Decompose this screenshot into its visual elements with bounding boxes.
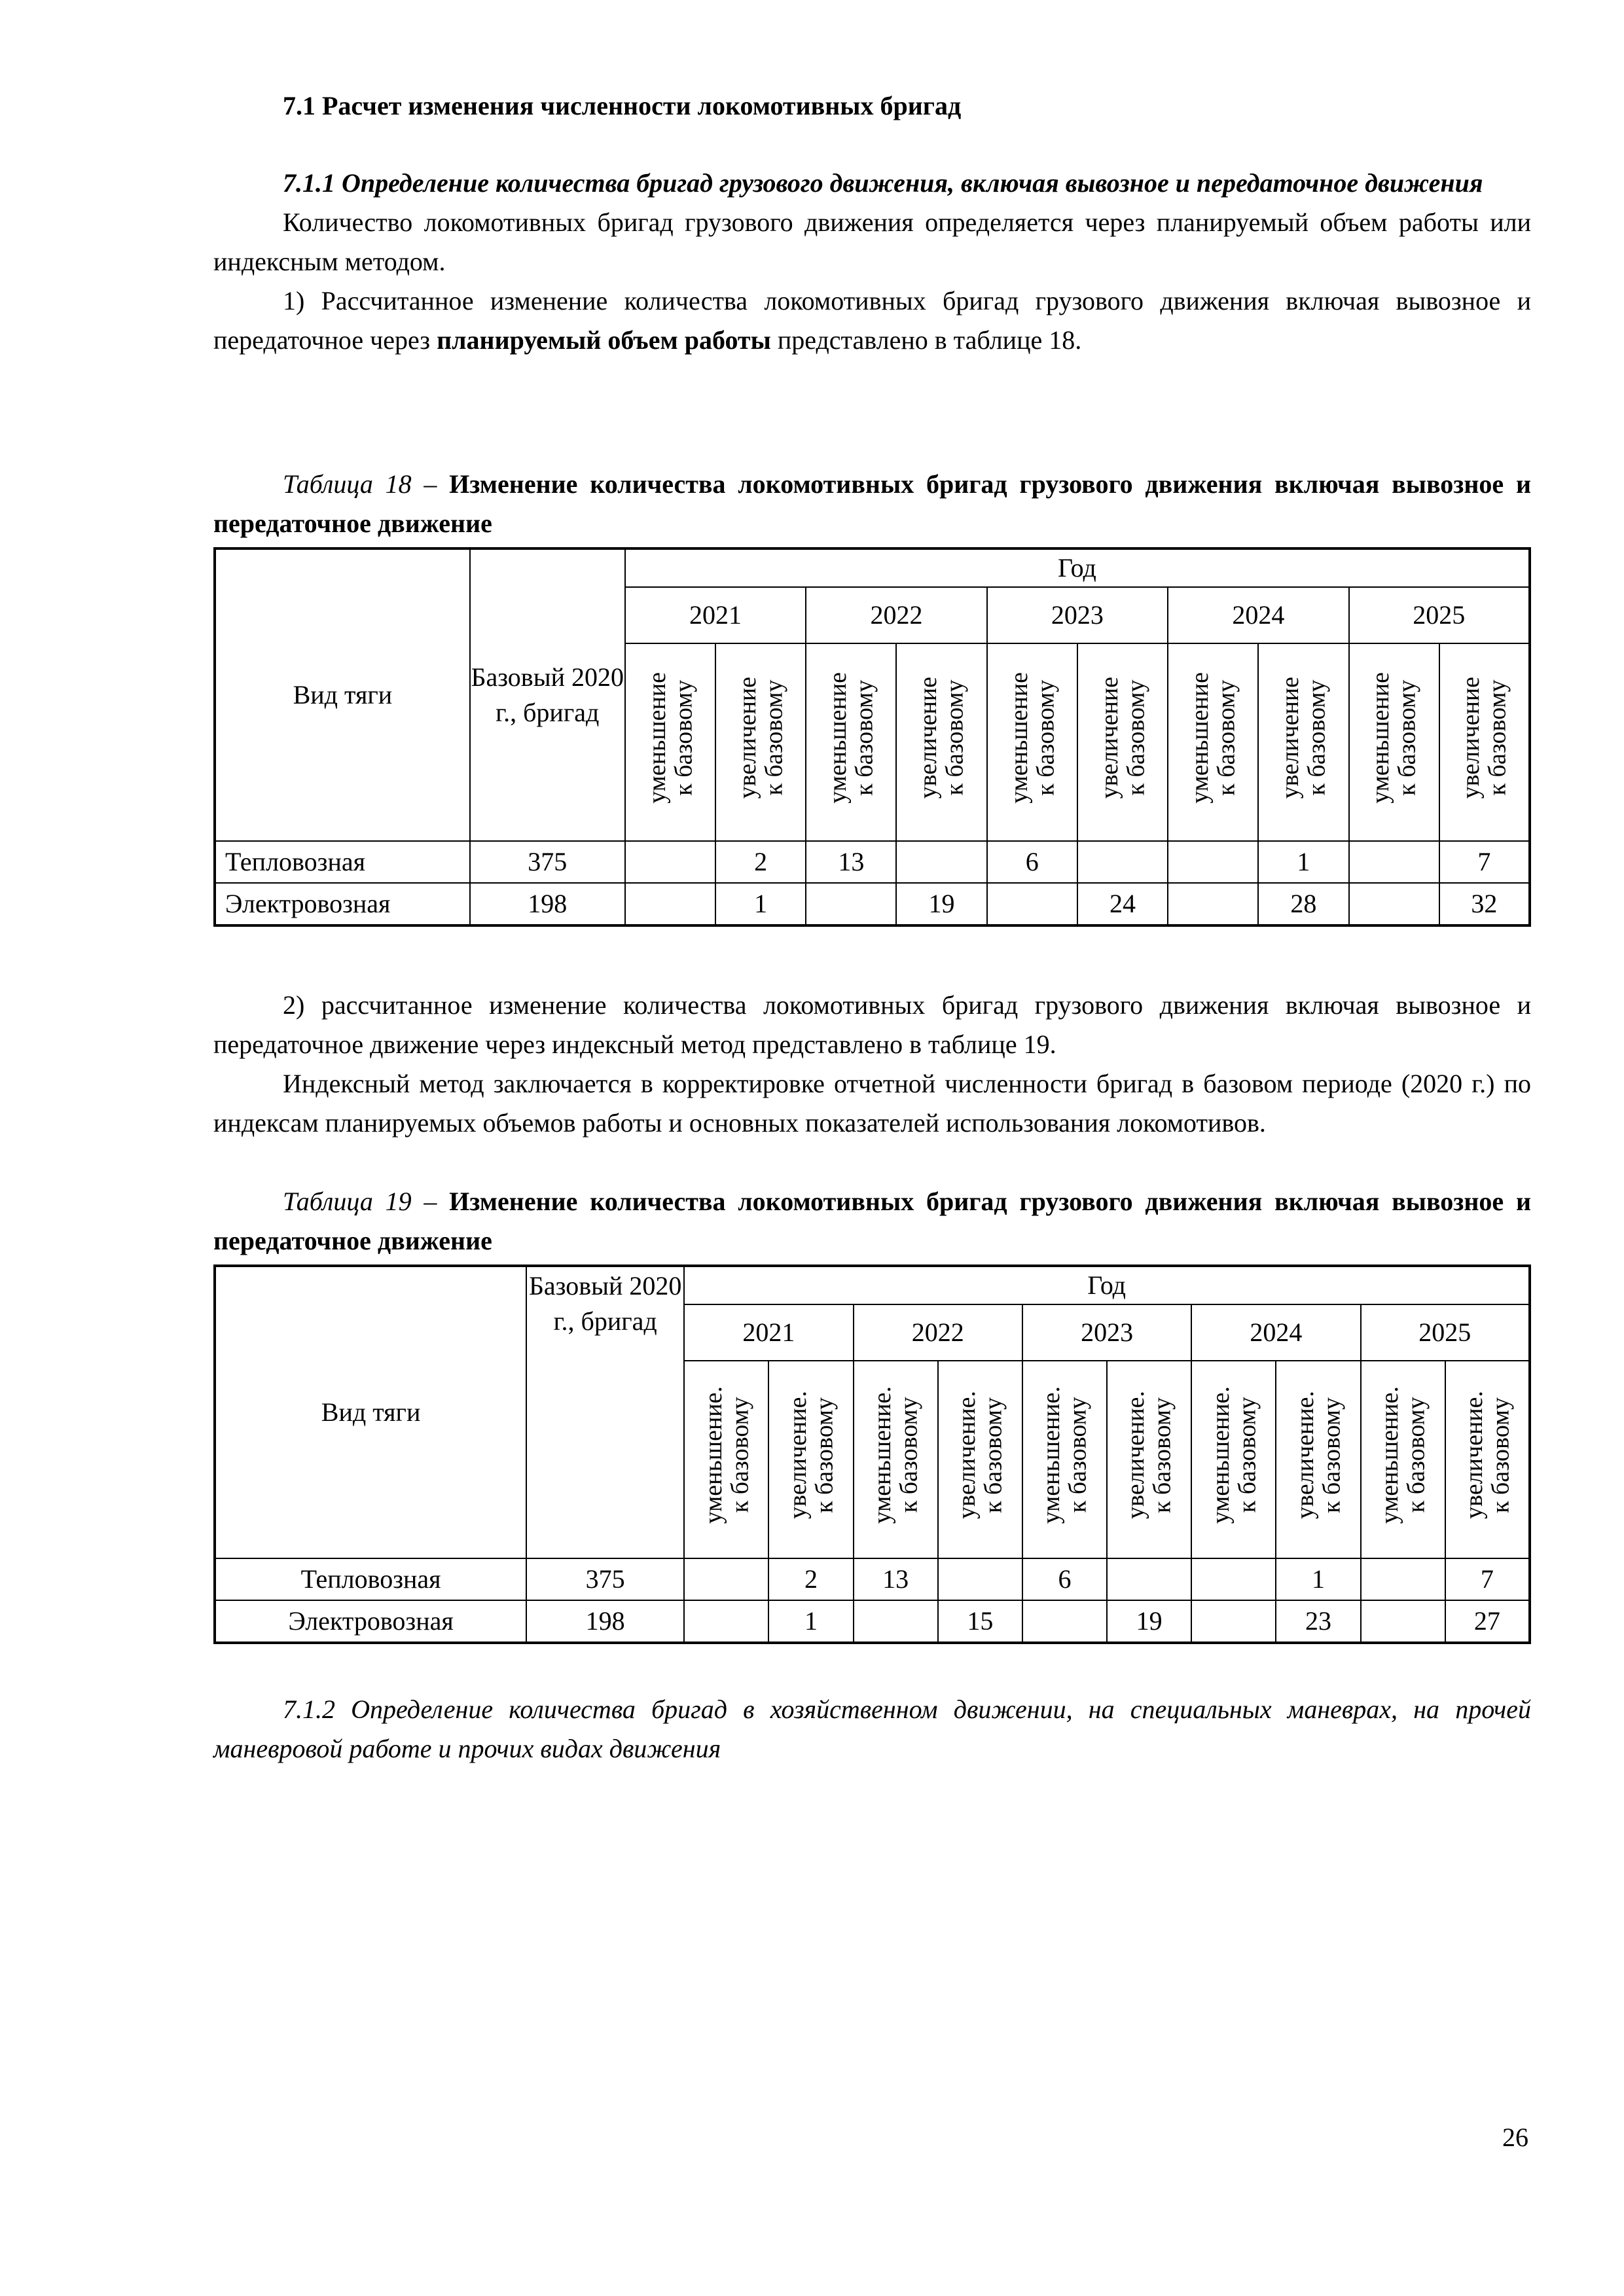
table-18-sub-decrease-2022: уменьшение к базовому: [806, 643, 896, 841]
paragraph-2-prefix: 1) Рассчитанное изменение количества локомотивных бригад грузового движения включая вывозное и передаточное через: [213, 286, 1531, 355]
table-cell: [938, 1558, 1022, 1600]
table-cell: 7: [1439, 841, 1530, 883]
table-cell: 32: [1439, 883, 1530, 925]
table-18-sub-decrease-2024: уменьшение к базовому: [1168, 643, 1258, 841]
table-18-sub-increase-2024: увеличение к базовому: [1258, 643, 1348, 841]
table-19-header-traction-type: Вид тяги: [215, 1266, 526, 1558]
table-19-header-base-2020: Базовый 2020 г., бригад: [526, 1266, 684, 1558]
paragraph-2-suffix: представлено в таблице 18.: [770, 325, 1082, 355]
table-cell: [1349, 841, 1439, 883]
table-cell: 19: [1107, 1600, 1191, 1643]
table-cell: 24: [1077, 883, 1168, 925]
table-cell: 375: [526, 1558, 684, 1600]
table-cell: [625, 841, 715, 883]
table-18-sub-decrease-2023: уменьшение к базовому: [987, 643, 1077, 841]
table-cell: Электровозная: [215, 883, 470, 925]
table-cell: 13: [854, 1558, 938, 1600]
table-cell: 1: [1258, 841, 1348, 883]
paragraph-3: 2) рассчитанное изменение количества локомотивных бригад грузового движения включая вывозное и передаточное движение через индексный метод представлено в таблице 19.: [213, 990, 1531, 1059]
table-19-sub-decrease-2023: уменьшение. к базовому: [1022, 1361, 1107, 1558]
table-cell: [1191, 1558, 1276, 1600]
table-cell: 27: [1445, 1600, 1530, 1643]
table-19-caption: [213, 1182, 1531, 1261]
table-cell: 2: [768, 1558, 853, 1600]
table-18-row-electric: [215, 883, 1530, 925]
table-cell: 375: [470, 841, 625, 883]
table-18-header-traction-type: Вид тяги: [215, 548, 470, 841]
table-19-sub-increase-2022: увеличение. к базовому: [938, 1361, 1022, 1558]
table-cell: 23: [1276, 1600, 1360, 1643]
table-cell: [806, 883, 896, 925]
table-18-year-2022: 2022: [806, 587, 986, 643]
page-number: 26: [1502, 2123, 1528, 2152]
table-19-sub-increase-2024: увеличение. к базовому: [1276, 1361, 1360, 1558]
table-cell: 15: [938, 1600, 1022, 1643]
table-18-header-year-group: Год: [625, 548, 1530, 587]
paragraph-1: Количество локомотивных бригад грузового движения определяется через планируемый объем работы или индексным методом.: [213, 207, 1531, 276]
table-19-row-diesel: [215, 1558, 1530, 1600]
paragraph-2-bold-phrase: планируемый объем работы: [437, 325, 771, 355]
table-18-caption-label: Таблица 18 –: [283, 469, 450, 499]
table-18-sub-decrease-2025: уменьшение к базовому: [1349, 643, 1439, 841]
table-18-caption-title: Изменение количества локомотивных бригад грузового движения включая вывозное и передаточное движение: [213, 469, 1531, 538]
table-19-year-2025: 2025: [1361, 1304, 1530, 1361]
table-cell: 19: [896, 883, 986, 925]
table-18-sub-decrease-2021: уменьшение к базовому: [625, 643, 715, 841]
table-cell: [1168, 841, 1258, 883]
table-cell: [1361, 1600, 1445, 1643]
table-cell: [987, 883, 1077, 925]
table-cell: 6: [1022, 1558, 1107, 1600]
table-cell: [1349, 883, 1439, 925]
table-cell: [896, 841, 986, 883]
table-18-year-2023: 2023: [987, 587, 1168, 643]
table-cell: 28: [1258, 883, 1348, 925]
table-cell: [1361, 1558, 1445, 1600]
heading-7-1: 7.1 Расчет изменения численности локомотивных бригад: [283, 91, 962, 120]
table-cell: 6: [987, 841, 1077, 883]
table-cell: [854, 1600, 938, 1643]
table-19-caption-title: Изменение количества локомотивных бригад грузового движения включая вывозное и передаточное движение: [213, 1187, 1531, 1255]
table-cell: 1: [715, 883, 806, 925]
table-cell: [1077, 841, 1168, 883]
table-cell: [1107, 1558, 1191, 1600]
table-19: [213, 1265, 1531, 1644]
table-cell: Тепловозная: [215, 841, 470, 883]
table-cell: 7: [1445, 1558, 1530, 1600]
table-19-header-year-group: Год: [684, 1266, 1530, 1304]
table-18-sub-increase-2023: увеличение к базовому: [1077, 643, 1168, 841]
table-cell: Электровозная: [215, 1600, 526, 1643]
table-18: [213, 547, 1531, 927]
table-cell: [1168, 883, 1258, 925]
table-cell: [684, 1558, 768, 1600]
table-19-sub-decrease-2024: уменьшение. к базовому: [1191, 1361, 1276, 1558]
table-19-sub-increase-2021: увеличение. к базовому: [768, 1361, 853, 1558]
table-18-sub-increase-2022: увеличение к базовому: [896, 643, 986, 841]
table-18-header-base-2020: Базовый 2020 г., бригад: [470, 548, 625, 841]
table-18-year-2021: 2021: [625, 587, 806, 643]
table-19-sub-decrease-2022: уменьшение. к базовому: [854, 1361, 938, 1558]
table-18-caption: [213, 465, 1531, 543]
table-19-sub-decrease-2025: уменьшение. к базовому: [1361, 1361, 1445, 1558]
table-19-sub-increase-2023: увеличение. к базовому: [1107, 1361, 1191, 1558]
table-18-header-row-top: [215, 548, 1530, 587]
table-18-year-2024: 2024: [1168, 587, 1348, 643]
table-19-caption-label: Таблица 19 –: [283, 1187, 450, 1216]
table-19-sub-increase-2025: увеличение. к базовому: [1445, 1361, 1530, 1558]
table-cell: [684, 1600, 768, 1643]
table-19-year-2023: 2023: [1022, 1304, 1191, 1361]
table-cell: [625, 883, 715, 925]
table-cell: 2: [715, 841, 806, 883]
table-18-sub-increase-2025: увеличение к базовому: [1439, 643, 1530, 841]
table-19-header-row-top: [215, 1266, 1530, 1304]
table-19-year-2022: 2022: [854, 1304, 1022, 1361]
table-cell: 1: [768, 1600, 853, 1643]
table-cell: Тепловозная: [215, 1558, 526, 1600]
table-19-sub-decrease-2021: уменьшение. к базовому: [684, 1361, 768, 1558]
table-18-row-diesel: [215, 841, 1530, 883]
table-cell: [1022, 1600, 1107, 1643]
table-cell: 13: [806, 841, 896, 883]
table-cell: [1191, 1600, 1276, 1643]
paragraph-2: [213, 281, 1531, 360]
table-cell: 198: [526, 1600, 684, 1643]
paragraph-4: Индексный метод заключается в корректировке отчетной численности бригад в базовом периоде (2020 г.) по индексам планируемых объемов работы и основных показателей использования локомотивов.: [213, 1069, 1531, 1138]
table-19-row-electric: [215, 1600, 1530, 1643]
table-cell: 1: [1276, 1558, 1360, 1600]
table-19-year-2024: 2024: [1191, 1304, 1360, 1361]
heading-7-1-1: 7.1.1 Определение количества бригад грузового движения, включая вывозное и передаточное движения: [283, 168, 1483, 198]
table-cell: 198: [470, 883, 625, 925]
table-19-year-2021: 2021: [684, 1304, 853, 1361]
table-18-sub-increase-2021: увеличение к базовому: [715, 643, 806, 841]
heading-7-1-2: 7.1.2 Определение количества бригад в хозяйственном движении, на специальных маневрах, на прочей маневровой работе и прочих видах движения: [213, 1695, 1531, 1763]
table-18-year-2025: 2025: [1349, 587, 1530, 643]
